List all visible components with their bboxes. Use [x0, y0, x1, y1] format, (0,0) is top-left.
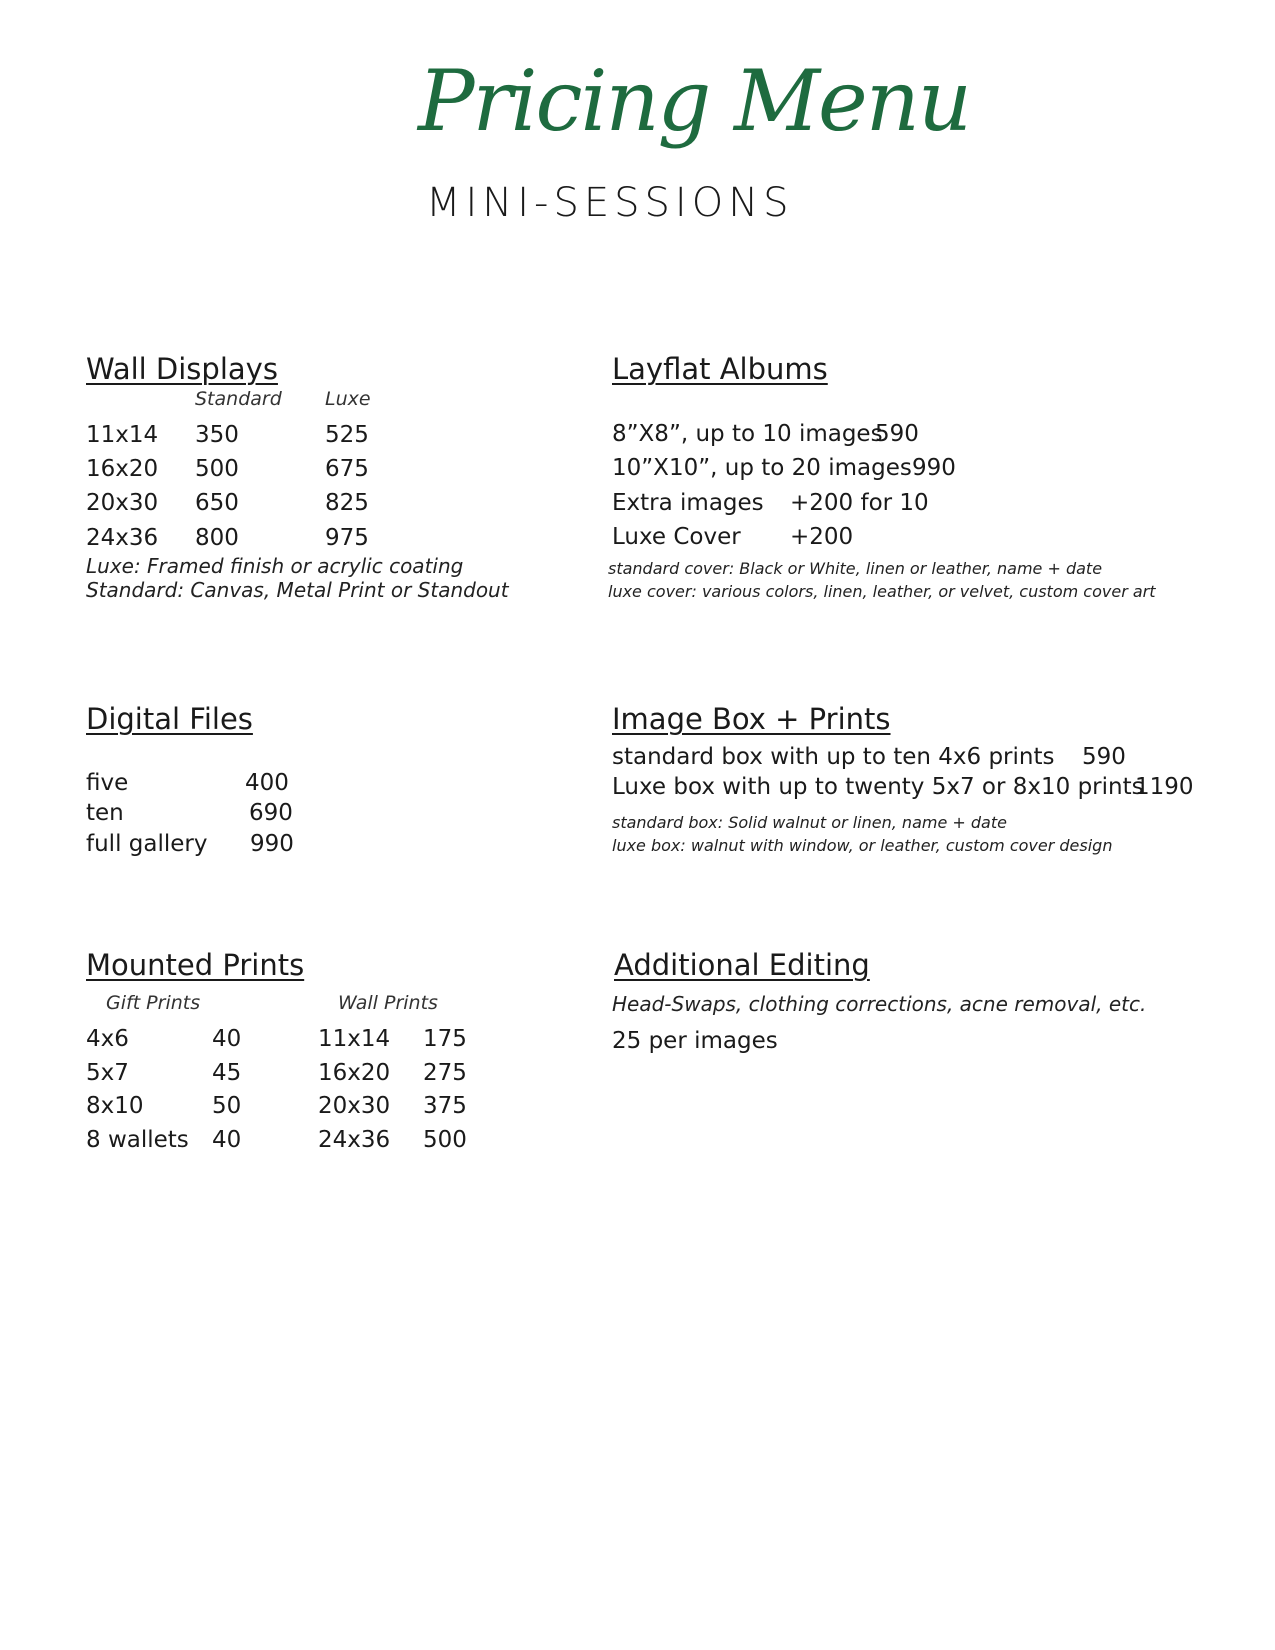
luxe-price: 825 [325, 490, 369, 516]
luxe-price: 525 [325, 422, 369, 448]
standard-price: 800 [195, 525, 239, 551]
file-price: 690 [249, 800, 293, 826]
note-luxe-box: luxe box: walnut with window, or leather, custom cover design [612, 836, 1113, 855]
page-subtitle: MINI-SESSIONS [426, 180, 794, 226]
file-label: five [86, 770, 129, 796]
standard-price: 650 [195, 490, 239, 516]
gift-size: 4x6 [86, 1026, 129, 1052]
standard-price: 500 [195, 456, 239, 482]
column-header-wall: Wall Prints [338, 992, 438, 1014]
wall-size: 11x14 [318, 1026, 391, 1052]
size-label: 24x36 [86, 525, 159, 551]
file-label: ten [86, 800, 124, 826]
gift-price: 40 [212, 1127, 242, 1153]
gift-size: 8x10 [86, 1093, 144, 1119]
box-label: Luxe box with up to twenty 5x7 or 8x10 prints [612, 774, 1144, 800]
gift-size: 5x7 [86, 1060, 129, 1086]
file-price: 400 [245, 770, 289, 796]
note-standard-box: standard box: Solid walnut or linen, name + date [612, 813, 1007, 832]
wall-size: 24x36 [318, 1127, 391, 1153]
note-luxe-cover: luxe cover: various colors, linen, leather, or velvet, custom cover art [608, 582, 1156, 601]
album-label: 10”X10”, up to 20 images [612, 455, 912, 481]
size-label: 11x14 [86, 422, 159, 448]
section-heading: Additional Editing [614, 948, 870, 982]
album-price: +200 [790, 524, 854, 550]
file-price: 990 [250, 831, 294, 857]
standard-price: 350 [195, 422, 239, 448]
luxe-price: 675 [325, 456, 369, 482]
section-heading: Wall Displays [86, 352, 278, 386]
gift-price: 40 [212, 1026, 242, 1052]
file-label: full gallery [86, 831, 208, 857]
column-header-standard: Standard [195, 388, 282, 410]
luxe-price: 975 [325, 525, 369, 551]
page-title: Pricing Menu [418, 52, 970, 150]
section-heading: Digital Files [86, 702, 253, 736]
editing-note: Head-Swaps, clothing corrections, acne removal, etc. [612, 992, 1147, 1016]
album-label: Extra images [612, 490, 764, 516]
column-header-luxe: Luxe [325, 388, 371, 410]
section-heading: Mounted Prints [86, 948, 305, 982]
album-label: Luxe Cover [612, 524, 741, 550]
wall-size: 16x20 [318, 1060, 391, 1086]
album-price: +200 for 10 [790, 490, 929, 516]
gift-price: 45 [212, 1060, 242, 1086]
box-price: 1190 [1135, 774, 1194, 800]
column-header-gift: Gift Prints [106, 992, 201, 1014]
gift-price: 50 [212, 1093, 242, 1119]
album-price: 990 [912, 455, 956, 481]
wall-price: 500 [423, 1127, 467, 1153]
note-luxe: Luxe: Framed finish or acrylic coating [86, 554, 464, 578]
note-standard: Standard: Canvas, Metal Print or Standout [86, 578, 509, 602]
section-heading: Image Box + Prints [612, 702, 891, 736]
gift-size: 8 wallets [86, 1127, 189, 1153]
album-price: 590 [875, 421, 919, 447]
wall-size: 20x30 [318, 1093, 391, 1119]
editing-price: 25 per images [612, 1028, 778, 1054]
size-label: 16x20 [86, 456, 159, 482]
album-label: 8”X8”, up to 10 images [612, 421, 883, 447]
wall-price: 275 [423, 1060, 467, 1086]
size-label: 20x30 [86, 490, 159, 516]
note-standard-cover: standard cover: Black or White, linen or leather, name + date [608, 559, 1103, 578]
box-label: standard box with up to ten 4x6 prints [612, 744, 1055, 770]
box-price: 590 [1082, 744, 1126, 770]
wall-price: 375 [423, 1093, 467, 1119]
wall-price: 175 [423, 1026, 467, 1052]
section-heading: Layflat Albums [612, 352, 828, 386]
